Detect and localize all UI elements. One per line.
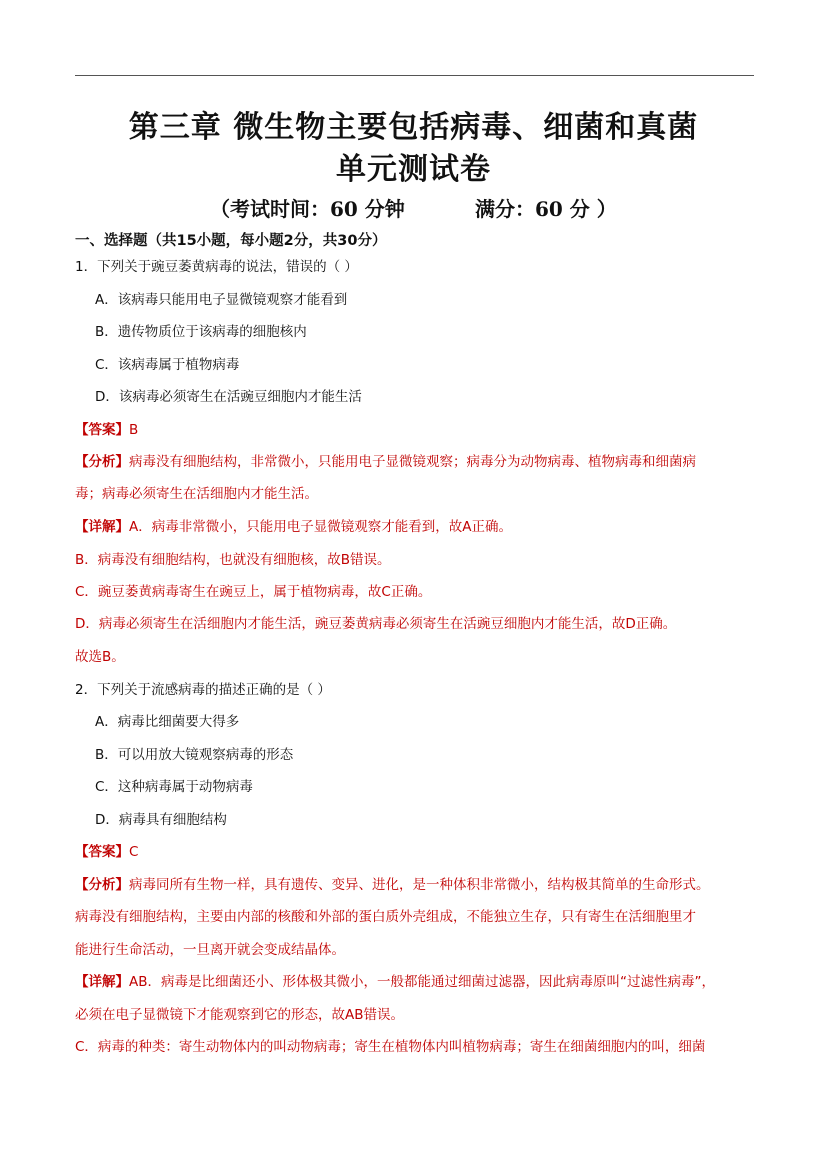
- detail-tag: 【详解】: [75, 974, 129, 990]
- question-2-option-c: C．这种病毒属于动物病毒: [95, 779, 253, 795]
- question-2-option-d: D．病毒具有细胞结构: [95, 812, 227, 828]
- question-1-detail-b: B．病毒没有细胞结构，也就没有细胞核，故B错误。: [75, 552, 391, 568]
- question-2-analysis-cont: 病毒没有细胞结构，主要由内部的核酸和外部的蛋白质外壳组成，不能独立生存，只有寄生在活细胞里才: [75, 909, 696, 925]
- question-1-detail-c: C．豌豆萎黄病毒寄生在豌豆上，属于植物病毒，故C正确。: [75, 584, 432, 600]
- question-2-detail-cont: 必须在电子显微镜下才能观察到它的形态，故AB错误。: [75, 1007, 404, 1023]
- analysis-tag: 【分析】: [75, 877, 129, 893]
- detail-text: AB．病毒是比细菌还小、形体极其微小，一般都能通过细菌过滤器，因此病毒原叫“过滤性病毒”，: [129, 974, 715, 990]
- page-subtitle: 单元测试卷: [336, 152, 491, 187]
- detail-text: A．病毒非常微小，只能用电子显微镜观察才能看到，故A正确。: [129, 519, 512, 535]
- question-2-option-a: A．病毒比细菌要大得多: [95, 714, 240, 730]
- question-1-conclusion: 故选B。: [75, 649, 125, 665]
- analysis-tag: 【分析】: [75, 454, 129, 470]
- answer-tag: 【答案】: [75, 422, 129, 438]
- full-score: 满分：60 分 ）: [475, 197, 617, 221]
- question-2-answer: [75, 842, 138, 862]
- detail-tag: 【详解】: [75, 519, 129, 535]
- question-1-option-d: D．该病毒必须寄生在活豌豆细胞内才能生活: [95, 389, 362, 405]
- question-2-detail: [75, 972, 715, 992]
- question-1-option-a: A．该病毒只能用电子显微镜观察才能看到: [95, 292, 348, 308]
- question-1-detail-d: D．病毒必须寄生在活细胞内才能生活，豌豆萎黄病毒必须寄生在活豌豆细胞内才能生活，故D正确。: [75, 616, 677, 632]
- question-1-option-b: B．遗传物质位于该病毒的细胞核内: [95, 324, 307, 340]
- exam-time: （考试时间：60 分钟: [210, 197, 405, 221]
- answer-tag: 【答案】: [75, 844, 129, 860]
- question-1-answer: [75, 420, 138, 440]
- question-1-option-c: C．该病毒属于植物病毒: [95, 357, 240, 373]
- question-2-analysis-cont-2: 能进行生命活动，一旦离开就会变成结晶体。: [75, 942, 345, 958]
- question-1-analysis-cont: 毒；病毒必须寄生在活细胞内才能生活。: [75, 486, 318, 502]
- answer-value: B: [129, 422, 139, 438]
- question-1-stem: 1．下列关于豌豆萎黄病毒的说法，错误的（ ）: [75, 259, 358, 275]
- question-2-option-b: B．可以用放大镜观察病毒的形态: [95, 747, 294, 763]
- question-1-detail: [75, 517, 512, 537]
- header-divider: [75, 75, 754, 76]
- page-title: 第三章 微生物主要包括病毒、细菌和真菌: [128, 110, 699, 145]
- analysis-text: 病毒同所有生物一样，具有遗传、变异、进化，是一种体积非常微小，结构极其简单的生命形式。: [129, 877, 710, 893]
- question-2-detail-c: C．病毒的种类：寄生动物体内的叫动物病毒；寄生在植物体内叫植物病毒；寄生在细菌细胞内的叫，细菌: [75, 1039, 706, 1055]
- answer-value: C: [129, 844, 139, 860]
- question-1-analysis: [75, 452, 696, 472]
- exam-info: [210, 193, 630, 221]
- question-2-analysis: [75, 875, 710, 895]
- section-heading: 一、选择题（共15小题，每小题2分，共30分）: [75, 233, 387, 249]
- question-2-stem: 2．下列关于流感病毒的描述正确的是（ ）: [75, 682, 331, 698]
- analysis-text: 病毒没有细胞结构，非常微小，只能用电子显微镜观察；病毒分为动物病毒、植物病毒和细菌病: [129, 454, 696, 470]
